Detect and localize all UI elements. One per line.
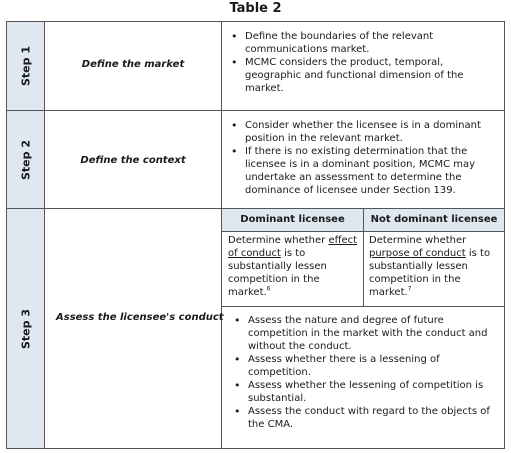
purpose-of-conduct-term: purpose of conduct xyxy=(369,248,466,259)
list-item: • Assess whether there is a lessening of competition. xyxy=(232,353,498,379)
step-3-cell xyxy=(7,209,44,448)
list-item: • Consider whether the licensee is in a dominant position in the relevant market. xyxy=(229,119,495,145)
not-dominant-licensee-text: Determine whether purpose of conduct is to substantially lessen competition in the market.$^7$ xyxy=(369,235,491,298)
step-3-label: Step 3 xyxy=(19,308,32,349)
list-item: • Assess the conduct with regard to the objects of the CMA. xyxy=(232,405,498,431)
step-1-cell xyxy=(7,22,44,110)
list-item: • Assess whether the lessening of competition is substantial. xyxy=(232,379,498,405)
step-2-bullets xyxy=(229,119,495,197)
step-2-cell xyxy=(7,111,44,208)
footnote-ref: 6 xyxy=(266,285,271,293)
subtable-column-divider xyxy=(363,209,364,307)
effect-of-conduct-term: effect of conduct xyxy=(228,235,358,259)
row-divider xyxy=(6,110,505,111)
step-3-bullets xyxy=(232,314,498,431)
not-dominant-licensee-header: Not dominant licensee xyxy=(364,209,504,231)
step-2-label: Step 2 xyxy=(19,139,32,180)
column-divider xyxy=(44,21,45,449)
list-item: • Assess the nature and degree of future competition in the market with the conduct and without the conduct. xyxy=(232,314,498,353)
dominant-licensee-text: Determine whether effect of conduct is to substantially lessen competition in the market.$^6$ xyxy=(228,235,358,298)
table-title: Table 2 xyxy=(229,1,282,16)
step-3-action: Assess the licensee's conduct xyxy=(56,312,224,323)
step-1-bullets xyxy=(229,30,495,95)
list-item: • If there is no existing determination that the licensee is in a dominant position, MCMC may undertake an assessment to determine the dominance of licensee under Section 139. xyxy=(229,145,495,197)
list-item: • MCMC considers the product, temporal, geographic and functional dimension of the market. xyxy=(229,56,495,95)
column-divider xyxy=(221,21,222,449)
step-2-action: Define the context xyxy=(80,155,186,166)
footnote-ref: 7 xyxy=(407,285,412,293)
step-1-label: Step 1 xyxy=(19,46,32,86)
step-1-action: Define the market xyxy=(81,59,185,70)
list-item: • Define the boundaries of the relevant communications market. xyxy=(229,30,495,56)
dominant-licensee-header: Dominant licensee xyxy=(222,209,363,231)
